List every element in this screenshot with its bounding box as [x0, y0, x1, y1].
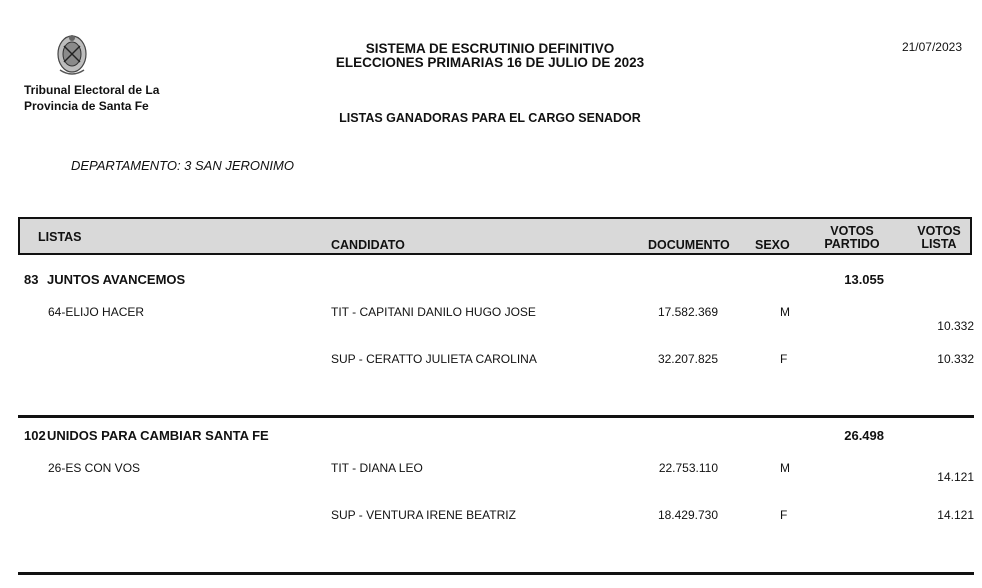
candidate-name: SUP - VENTURA IRENE BEATRIZ — [331, 508, 516, 522]
party-name: JUNTOS AVANCEMOS — [47, 272, 186, 287]
candidate-document: 18.429.730 — [657, 508, 718, 522]
candidate-name: SUP - CERATTO JULIETA CAROLINA — [331, 352, 537, 366]
report-subtitle: LISTAS GANADORAS PARA EL CARGO SENADOR — [339, 111, 641, 125]
party-number: 83 — [24, 272, 39, 287]
report-title-line2: ELECCIONES PRIMARIAS 16 DE JULIO DE 2023 — [335, 55, 645, 70]
party-name: UNIDOS PARA CAMBIAR SANTA FE — [47, 428, 269, 443]
lista-votes: 14.121 — [937, 508, 974, 522]
col-votos-lista: VOTOS LISTA — [917, 224, 961, 251]
organization-name: Tribunal Electoral de La Provincia de Santa Fe — [24, 83, 160, 113]
candidate-document: 22.753.110 — [658, 461, 718, 475]
col-candidato: CANDIDATO — [331, 238, 405, 252]
section-divider — [18, 572, 974, 575]
lista-name: 64-ELIJO HACER — [48, 305, 145, 319]
section-divider — [18, 415, 974, 418]
party-number: 102 — [24, 428, 46, 443]
candidate-name: TIT - DIANA LEO — [331, 461, 423, 475]
col-documento: DOCUMENTO — [648, 238, 730, 252]
col-votos-partido: VOTOS PARTIDO — [824, 224, 880, 251]
candidate-sex: M — [780, 461, 790, 475]
table-header — [18, 217, 972, 255]
candidate-sex: F — [780, 352, 788, 366]
report-date: 21/07/2023 — [901, 40, 962, 54]
report-title — [330, 42, 650, 70]
candidate-name: TIT - CAPITANI DANILO HUGO JOSE — [331, 305, 536, 319]
party-votes: 13.055 — [844, 272, 884, 287]
party-votes: 26.498 — [844, 428, 884, 443]
candidate-sex: F — [780, 508, 788, 522]
lista-votes: 10.332 — [937, 352, 974, 366]
lista-name: 26-ES CON VOS — [48, 461, 141, 475]
candidate-document: 17.582.369 — [657, 305, 718, 319]
candidate-sex: M — [780, 305, 790, 319]
col-listas: LISTAS — [38, 230, 82, 244]
candidate-document: 32.207.825 — [657, 352, 718, 366]
lista-votes: 10.332 — [937, 319, 974, 333]
department-label: DEPARTAMENTO: 3 SAN JERONIMO — [71, 158, 294, 173]
col-sexo: SEXO — [755, 238, 790, 252]
report-title-line1: SISTEMA DE ESCRUTINIO DEFINITIVO — [365, 41, 615, 56]
lista-votes: 14.121 — [937, 470, 974, 484]
santa-fe-seal-icon — [54, 30, 90, 78]
